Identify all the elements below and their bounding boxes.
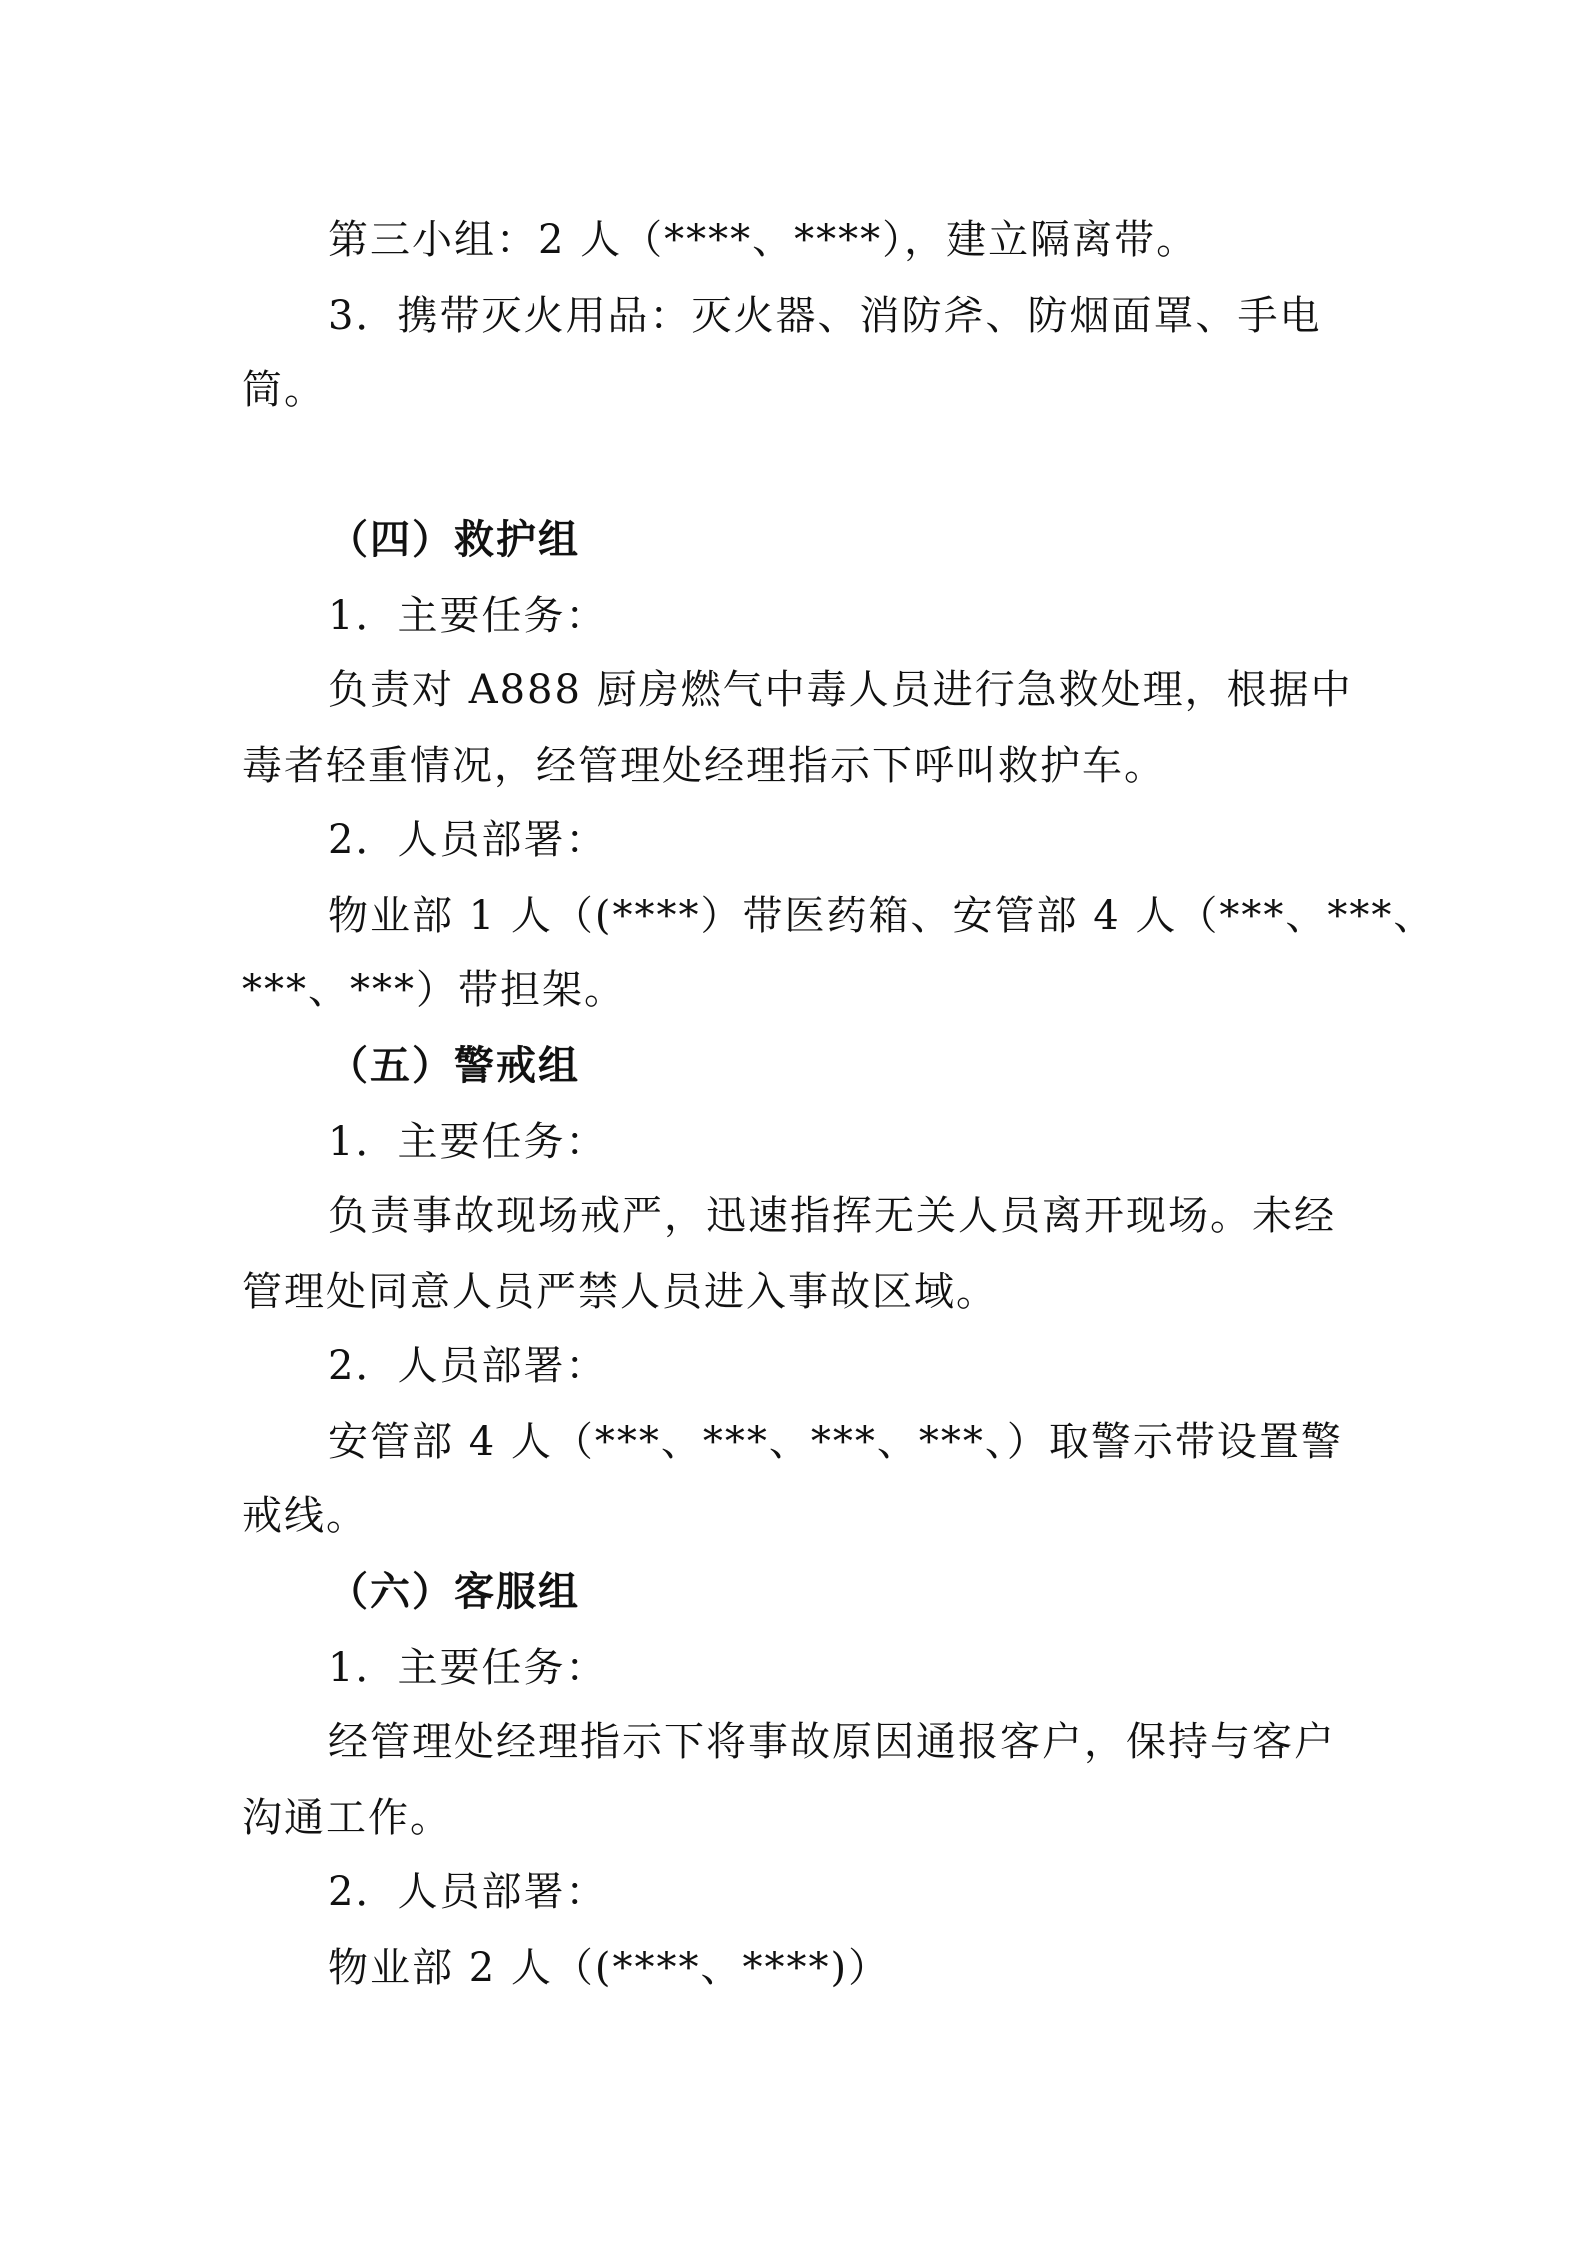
paragraph-line: 1．主要任务：	[328, 593, 608, 639]
paragraph-line: 第三小组：2 人（****、****），建立隔离带。	[328, 217, 1199, 263]
section-heading: （四）救护组	[328, 516, 580, 563]
paragraph-line: 1．主要任务：	[328, 1645, 608, 1691]
paragraph-line: 2．人员部署：	[328, 817, 608, 863]
paragraph-line: 2．人员部署：	[328, 1869, 608, 1915]
paragraph-line: 3．携带灭火用品：灭火器、消防斧、防烟面罩、手电	[328, 293, 1322, 339]
section-heading: （五）警戒组	[328, 1042, 580, 1089]
paragraph-line: 毒者轻重情况，经管理处经理指示下呼叫救护车。	[242, 743, 1166, 789]
paragraph-line: 物业部 1 人（(****）带医药箱、安管部 4 人（***、***、	[328, 893, 1436, 939]
paragraph-line: 安管部 4 人（***、***、***、***、）取警示带设置警	[328, 1419, 1343, 1465]
paragraph-line: 物业部 2 人（(****、****)）	[328, 1945, 891, 1991]
paragraph-line: 管理处同意人员严禁人员进入事故区域。	[242, 1269, 998, 1315]
paragraph-line: 戒线。	[242, 1493, 368, 1539]
paragraph-line: 筒。	[242, 367, 326, 413]
paragraph-line: 负责对 A888 厨房燃气中毒人员进行急救处理，根据中	[328, 667, 1353, 713]
paragraph-line: ***、***）带担架。	[242, 967, 626, 1013]
paragraph-line: 沟通工作。	[242, 1795, 452, 1841]
section-heading: （六）客服组	[328, 1568, 580, 1615]
paragraph-line: 1．主要任务：	[328, 1119, 608, 1165]
paragraph-line: 负责事故现场戒严，迅速指挥无关人员离开现场。未经	[328, 1193, 1336, 1239]
paragraph-line: 2．人员部署：	[328, 1343, 608, 1389]
paragraph-line: 经管理处经理指示下将事故原因通报客户，保持与客户	[328, 1719, 1336, 1765]
